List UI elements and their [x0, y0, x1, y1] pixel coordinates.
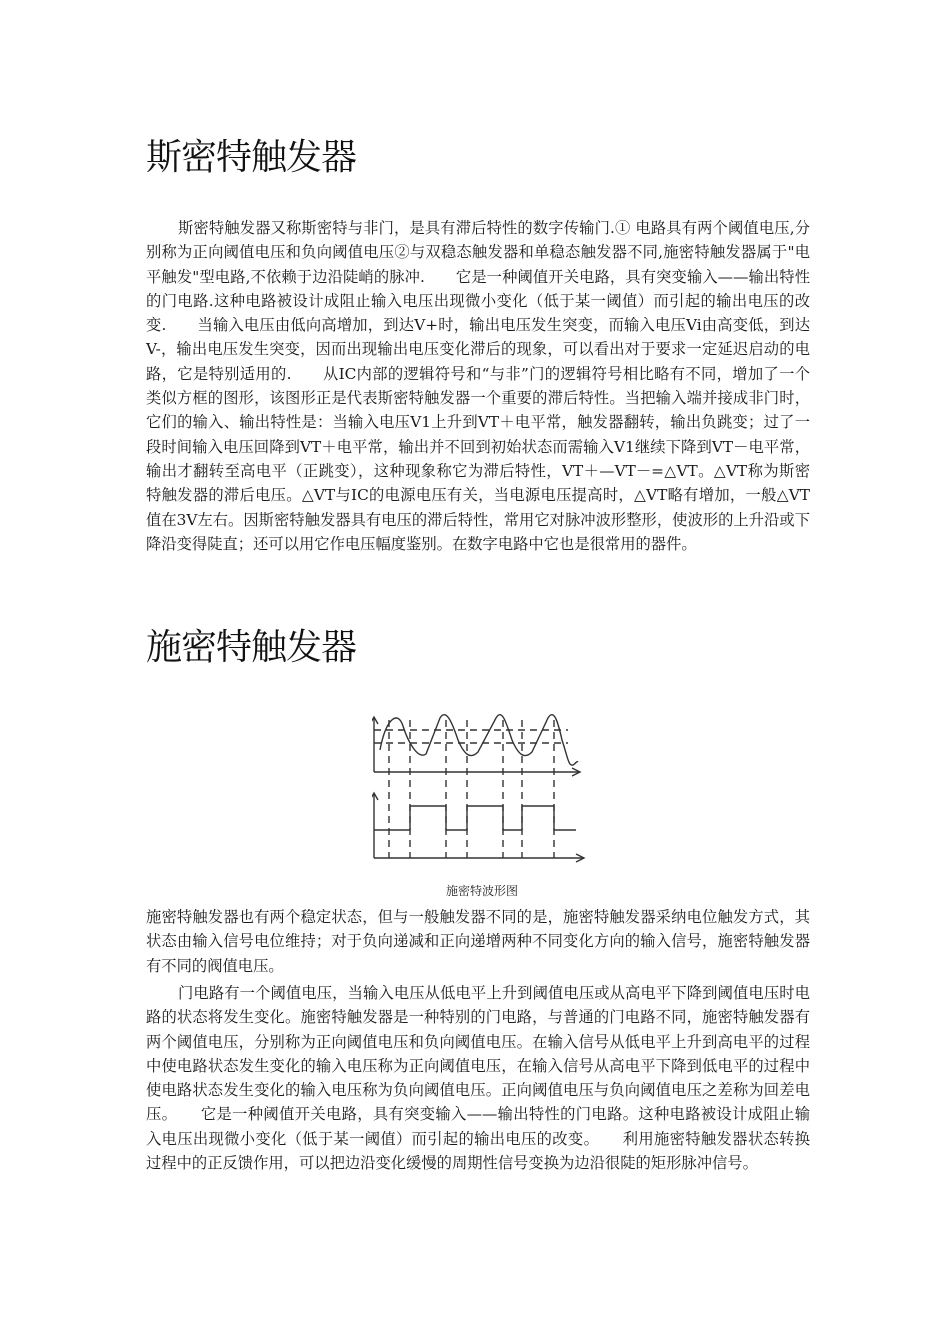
- output-waveform: [374, 806, 576, 830]
- heading-schmitt-trigger: 斯密特触发器: [146, 137, 357, 178]
- figure-caption: 施密特波形图: [445, 884, 518, 898]
- bottom-y-arrow: [372, 793, 378, 800]
- paragraph-intro: 斯密特触发器又称斯密特与非门，是具有滞后特性的数字传输门.① 电路具有两个阈值电压,分别称为正向阈值电压和负向阈值电压②与双稳态触发器和单稳态触发器不同,施密特触发器属于"电平触发"型电路,不依赖于边沿陡峭的脉冲. 它是一种阈值开关电路，具有突变输入——输出特性的门电路.这种电路被设计成阻止输入电压出现微小变化（低于某一阈值）而引起的输出电压的改变. 当输入电压由低向高增加，到达V+时，输出电压发生突变，而输入电压Vi由高变低，到达V-，输出电压发生突变，因而出现输出电压变化滞后的现象，可以看出对于要求一定延迟启动的电路，它是特别适用的. 从IC内部的逻辑符号和“与非”门的逻辑符号相比略有不同，增加了一个类似方框的图形，该图形正是代表斯密特触发器一个重要的滞后特性。当把输入端并接成非门时，它们的输入、输出特性是：当输入电压V1上升到VT＋电平常，触发器翻转，输出负跳变；过了一段时间输入电压回降到VT＋电平常，输出并不回到初始状态而需输入V1继续下降到VT－电平常，输出才翻转至高电平（正跳变），这种现象称它为滞后特性，VT＋—VT－=△VT。△VT称为斯密特触发器的滞后电压。△VT与IC的电源电压有关，当电源电压提高时，△VT略有增加，一般△VT值在3V左右。因斯密特触发器具有电压的滞后特性，常用它对脉冲波形整形，使波形的上升沿或下降沿变得陡直；还可以用它作电压幅度鉴别。在数字电路中它也是很常用的器件。: [146, 219, 810, 553]
- paragraph-threshold: 门电路有一个阈值电压，当输入电压从低电平上升到阈值电压或从高电平下降到阈值电压时电路的状态将发生变化。施密特触发器是一种特别的门电路，与普通的门电路不同，施密特触发器有两个阈值电压，分别称为正向阈值电压和负向阈值电压。在输入信号从低电平上升到高电平的过程中使电路状态发生变化的输入电压称为正向阈值电压，在输入信号从高电平下降到低电平的过程中使电路状态发生变化的输入电压称为负向阈值电压。正向阈值电压与负向阈值电压之差称为回差电压。 它是一种阈值开关电路，具有突变输入——输出特性的门电路。这种电路被设计成阻止输入电压出现微小变化（低于某一阈值）而引起的输出电压的改变。 利用施密特触发器状态转换过程中的正反馈作用，可以把边沿变化缓慢的周期性信号变换为边沿很陡的矩形脉冲信号。: [146, 984, 810, 1173]
- paragraph-states: 施密特触发器也有两个稳定状态，但与一般触发器不同的是，施密特触发器采纳电位触发方式，其状态由输入信号电位维持；对于负向递减和正向递增两种不同变化方向的输入信号，施密特触发器有不同的阀值电压。: [146, 908, 810, 975]
- waveform-diagram-icon: [372, 712, 590, 868]
- top-y-arrow: [372, 717, 378, 724]
- waveform-figure: [372, 712, 590, 868]
- heading-schmitt-trigger-2: 施密特触发器: [146, 627, 357, 668]
